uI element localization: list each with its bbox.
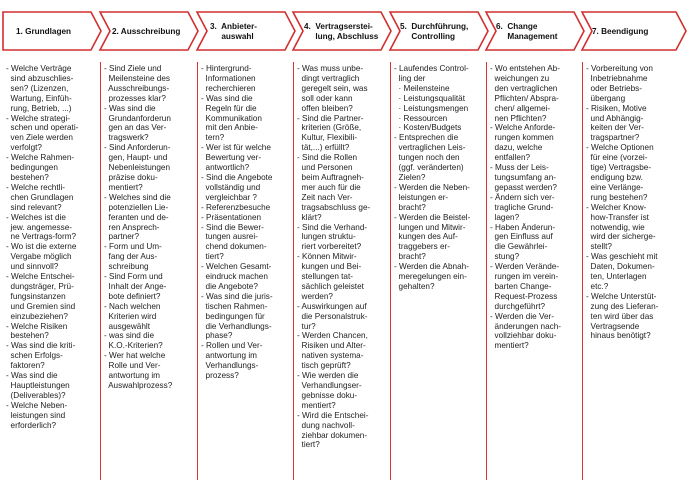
- column-divider: [390, 62, 391, 480]
- column-divider: [197, 62, 198, 480]
- column-divider: [100, 62, 101, 480]
- phase-1-title: 1. Grundlagen: [16, 27, 72, 36]
- phase-7-questions: - Vorbereitung von Inbetriebnahme oder Betriebs- übergang - Risiken, Motive und Abhängig- keiten der Ver- tragspartner? - Welche Optionen für eine (vorzei- tige) Vertragsbe- endigung bzw. eine Verlänge- rung bestehen? - Welcher Know- how-Transfer ist notwendig, wie wird der sicherge- stellt? - Was geschieht mit Daten, Dokumen- ten, Unterlagen etc.? - Welche Unterstüt- zung des Lieferan- ten wird über das Vertragsende hinaus benötigt?: [586, 64, 659, 341]
- phase-6-title: 6. Change Management: [496, 22, 558, 41]
- phase-4-questions: - Was muss unbe- dingt vertraglich geregelt sein, was soll oder kann offen bleiben? - Sind die Partner- kriterien (Größe, Kultur, Flexibili- tät,...) erfüllt? - Sind die Rollen und Personen beim Auftragneh- mer auch für die Zeit nach Ver- tragsabschluss ge- klärt? - Sind die Verhand- lungen struktu- riert vorbereitet? - Können Mitwir- kungen und Bei- stellungen tat- sächlich geleistet werden? - Auswirkungen auf die Personalstruk- tur? - Werden Chancen, Risiken und Alter- nativen systema- tisch geprüft? - Wie werden die Verhandlungser- gebnisse doku- mentiert? - Wird die Entschei- dung nachvoll- ziehbar dokumen- tiert?: [297, 64, 371, 450]
- phase-3-title: 3. Anbieter- auswahl: [210, 22, 258, 41]
- phase-7-title: 7. Beendigung: [592, 27, 649, 36]
- phase-6-questions: - Wo entstehen Ab- weichungen zu den vertraglichen Pflichten/ Abspra- chen/ allgemei- nen Pflichten? - Welche Anforde- rungen kommen dazu, welche entfallen? - Muss der Leis- tungsumfang an- gepasst werden? - Ändern sich ver- tragliche Grund- lagen? - Haben Änderun- gen Einfluss auf die Gewährlei- stung? - Werden Verände- rungen im verein- barten Change- Request-Prozess durchgeführt? - Werden die Ver- änderungen nach- vollziehbar doku- mentiert?: [490, 64, 562, 351]
- phase-2-questions: - Sind Ziele und Meilensteine des Ausschreibungs- prozesses klar? - Was sind die Grundanforderun gen an das Ver- tragswerk? - Sind Anforderun- gen, Haupt- und Nebenleistungen präzise doku- mentiert? - Welches sind die potenziellen Lie- feranten und de- ren Ansprech- partner? - Form und Um- fang der Aus- schreibung - Sind Form und Inhalt der Ange- bote definiert? - Nach welchen Kriterien wird ausgewählt - was sind die K.O.-Kriterien? - Wer hat welche Rolle und Ver- antwortung im Auswahlprozess?: [104, 64, 173, 390]
- phase-4-title: 4. Vertragserstei- lung, Abschluss: [304, 22, 379, 41]
- phase-2-title: 2. Ausschreibung: [112, 27, 181, 36]
- phase-5-questions: - Laufendes Control- ling der · Meilensteine · Leistungsqualität · Leistungsmengen · Ressourcen · Kosten/Budgets - Entsprechen die vertraglichen Leis- tungen noch den (ggf. veränderten) Zielen? - Werden die Neben- leistungen er- bracht? - Werden die Beistel- lungen und Mitwir- kungen des Auf- traggebers er- bracht? - Werden die Abnah- meregelungen ein- gehalten?: [394, 64, 471, 291]
- phase-3-questions: - Hintergrund- Informationen recherchieren - Was sind die Regeln für die Kommunikation mit den Anbie- tern? - Wer ist für welche Bewertung ver- antwortlich? - Sind die Angebote vollständig und vergleichbar ? - Referenzbesuche - Präsentationen - Sind die Bewer- tungen ausrei- chend dokumen- tiert? - Welchen Gesamt- eindruck machen die Angebote? - Was sind die juris- tischen Rahmen- bedingungen für die Verhandlungs- phase? - Rollen und Ver- antwortung im Verhandlungs- prozess?: [201, 64, 273, 381]
- phase-5-title: 5. Durchführung, Controlling: [400, 22, 469, 41]
- phase-1-questions: - Welche Verträge sind abzuschlies- sen? (Lizenzen, Wartung, Einfüh- rung, Betrieb, ...) - Welche strategi- schen und operati- ven Ziele werden verfolgt? - Welche Rahmen- bedingungen bestehen? - Welche rechtli- chen Grundlagen sind relevant? - Welches ist die jew. angemesse- ne Vertrags-form? - Wo ist die externe Vergabe möglich und sinnvoll? - Welche Entschei- dungsträger, Prü- fungsinstanzen und Gremien sind einzubeziehen? - Welche Risiken bestehen? - Was sind die kriti- schen Erfolgs- faktoren? - Was sind die Hauptleistungen (Deliverables)? - Welche Neben- leistungen sind erforderlich?: [6, 64, 79, 430]
- column-divider: [293, 62, 294, 480]
- column-divider: [486, 62, 487, 480]
- column-divider: [582, 62, 583, 480]
